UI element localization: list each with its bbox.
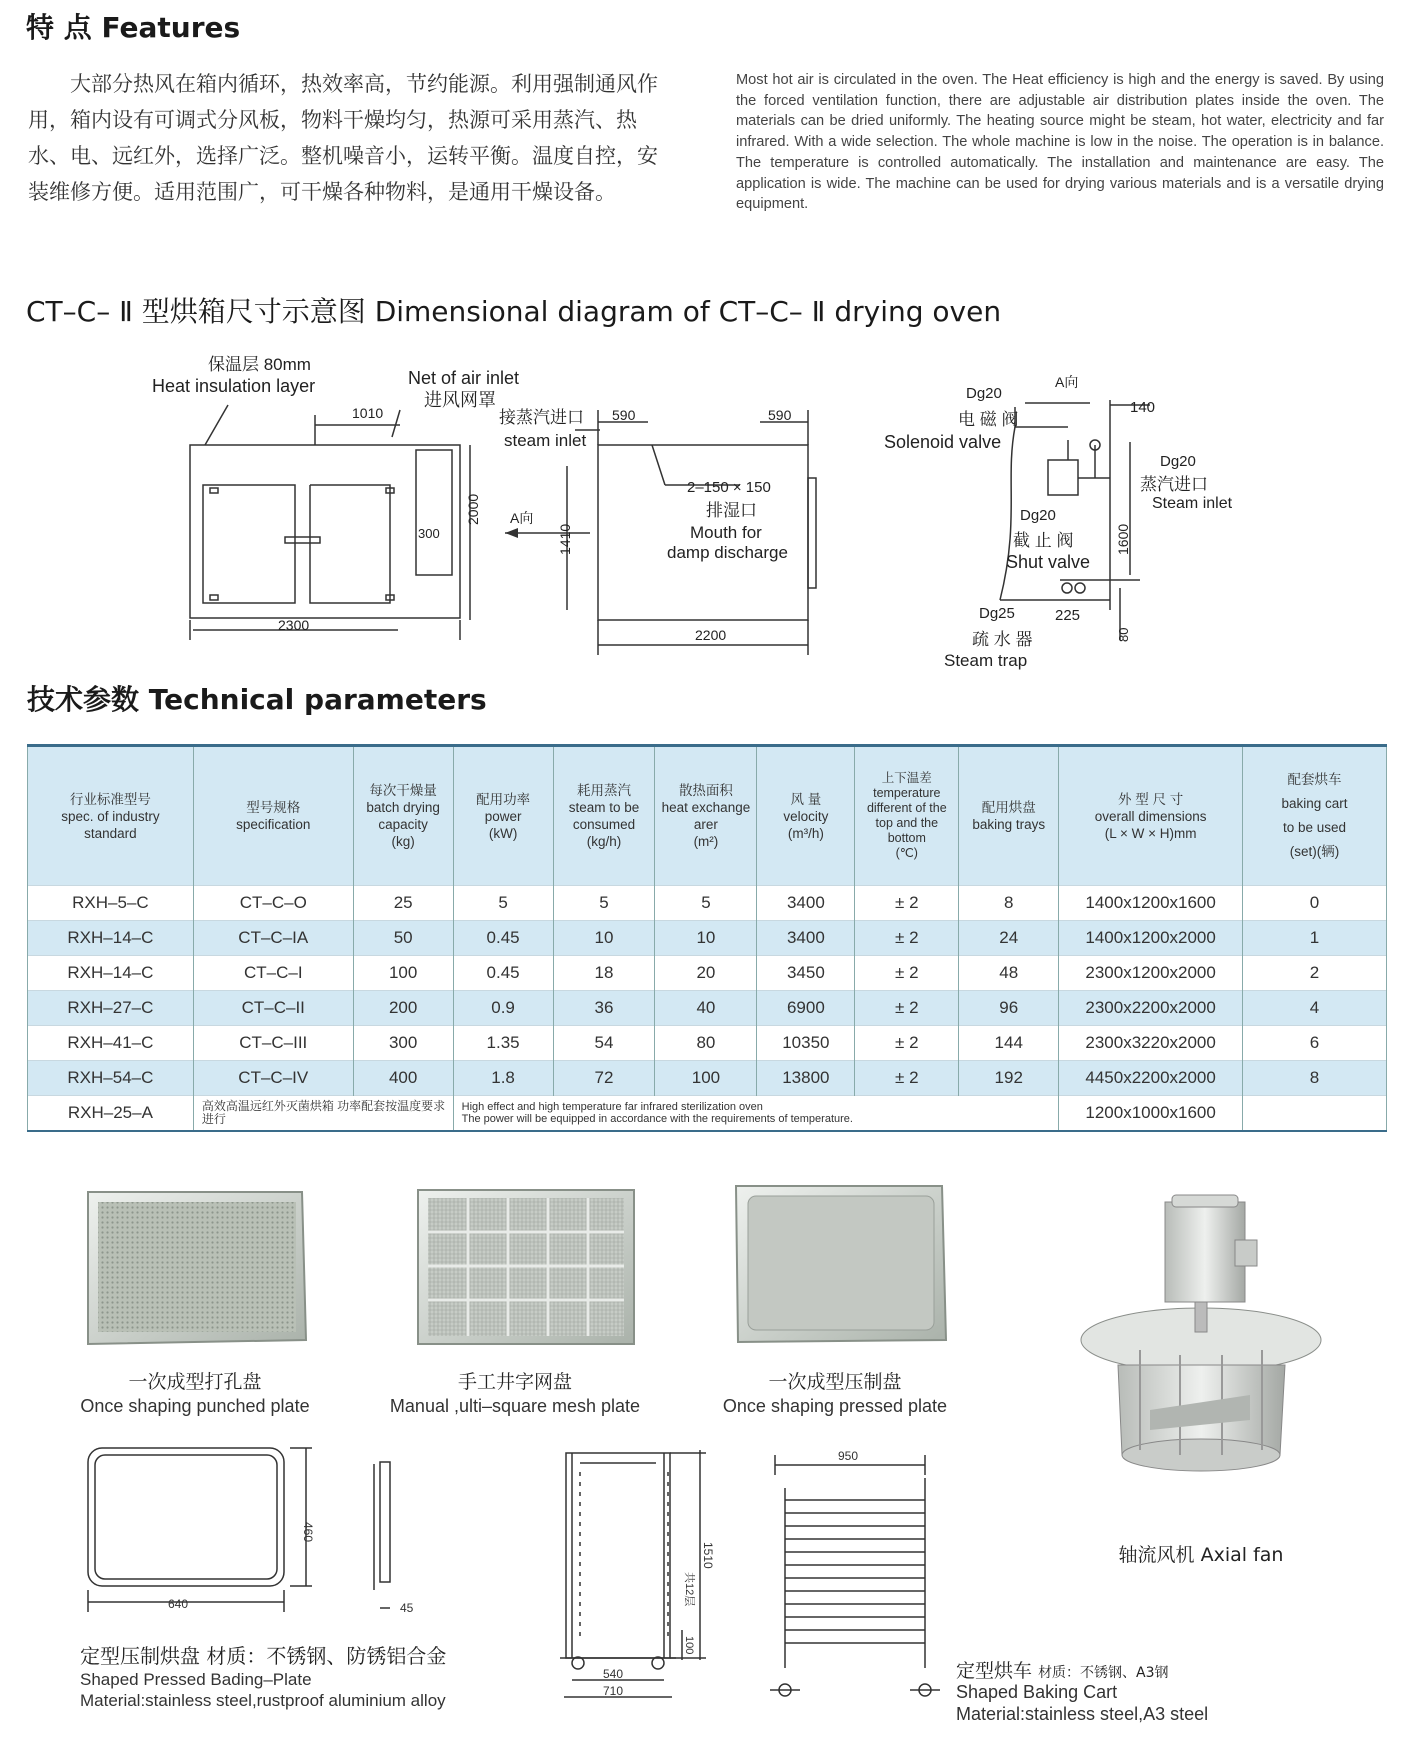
cart-caption-en-2: Material:stainless steel,A3 steel	[956, 1704, 1209, 1724]
label-damp-zh: 排湿口	[706, 501, 757, 520]
dim-590-b: 590	[768, 407, 792, 423]
header-steam: 耗用蒸汽 steam to be consumed (kg/h)	[553, 746, 655, 886]
dim-460: 460	[301, 1522, 315, 1543]
header-dimensions: 外 型 尺 寸 overall dimensions (L × W × H)mm	[1059, 746, 1243, 886]
cell: 2300x3220x2000	[1059, 1026, 1243, 1061]
cell: ± 2	[855, 921, 959, 956]
cell: 0	[1243, 886, 1387, 921]
cell: CT–C–O	[193, 886, 353, 921]
cell: 1400x1200x2000	[1059, 921, 1243, 956]
dim-1510: 1510	[701, 1542, 715, 1569]
table-row-last	[28, 1096, 1387, 1132]
cell: 18	[553, 956, 655, 991]
header-capacity: 每次干燥量 batch drying capacity (kg)	[353, 746, 453, 886]
table-row	[28, 886, 1387, 921]
cell: 1.8	[453, 1061, 553, 1096]
features-text-en: Most hot air is circulated in the oven. The Heat efficiency is high and the energy is saved. By using the forced ventilation function, there are adjustable air distribution plates inside the oven. The materials can be dried uniformly. The heating source might be steam, hot water, electricity and far infrared. With a wide selection. The whole machine is low in the noise. The operation is in balance. The temperature is controlled automatically. The installation and maintenance are easy. The application is wide. The machine can be used for drying various materials and is a versatile drying equipment.	[736, 72, 1384, 213]
cell: CT–C–I	[193, 956, 353, 991]
cell: CT–C–IV	[193, 1061, 353, 1096]
cell: RXH–25–A	[28, 1096, 194, 1132]
dim-590-a: 590	[612, 407, 636, 423]
cell: RXH–27–C	[28, 991, 194, 1026]
fan-caption: 轴流风机 Axial fan	[1118, 1544, 1284, 1566]
cell: 13800	[757, 1061, 855, 1096]
cell: ± 2	[855, 991, 959, 1026]
label-dg20-b: Dg20	[1160, 453, 1196, 470]
label-insulation-en: Heat insulation layer	[152, 376, 316, 396]
cell: 1.35	[453, 1026, 553, 1061]
label-damp-en-1: Mouth for	[690, 523, 762, 542]
dim-1410: 1410	[557, 523, 573, 555]
cell: 3400	[757, 921, 855, 956]
punched-caption-en: Once shaping punched plate	[80, 1396, 310, 1416]
cell: 5	[553, 886, 655, 921]
cell: 1	[1243, 921, 1387, 956]
pressed-caption-zh: 一次成型压制盘	[768, 1371, 902, 1393]
label-dg25: Dg25	[979, 605, 1015, 622]
cell: 6900	[757, 991, 855, 1026]
cell: 4	[1243, 991, 1387, 1026]
header-velocity: 风 量 velocity (m³/h)	[757, 746, 855, 886]
features-text-zh: 大部分热风在箱内循环，热效率高，节约能源。利用强制通风作用，箱内设有可调式分风板，物料干燥均匀，热源可采用蒸汽、热水、电、远红外，选择广泛。整机噪音小，运转平衡。温度自控，安装维修方便。适用范围广，可干燥各种物料，是通用干燥设备。	[28, 72, 658, 204]
plate-caption-en-1: Shaped Pressed Bading–Plate	[80, 1670, 312, 1689]
label-shut-en: Shut valve	[1006, 552, 1091, 572]
cell: 20	[655, 956, 757, 991]
cell: CT–C–III	[193, 1026, 353, 1061]
table-row	[28, 1061, 1387, 1096]
cell: 8	[1243, 1061, 1387, 1096]
label-dg20-a: Dg20	[966, 385, 1002, 402]
cart-caption-zh-material: 材质：不锈钢、A3钢	[1038, 1665, 1169, 1681]
cell: ± 2	[855, 886, 959, 921]
cell: 1200x1000x1600	[1059, 1096, 1243, 1132]
cell: 10350	[757, 1026, 855, 1061]
table-row	[28, 991, 1387, 1026]
cell: RXH–54–C	[28, 1061, 194, 1096]
dim-2200: 2200	[695, 627, 727, 643]
cell: 100	[353, 956, 453, 991]
cell: 144	[959, 1026, 1059, 1061]
cell: ± 2	[855, 1026, 959, 1061]
dim-300: 300	[418, 526, 440, 541]
cell: CT–C–II	[193, 991, 353, 1026]
table-row	[28, 1026, 1387, 1061]
cell: 6	[1243, 1026, 1387, 1061]
params-heading: 技术参数 Technical parameters	[27, 683, 487, 716]
pressed-caption-en: Once shaping pressed plate	[722, 1396, 948, 1416]
plate-caption-zh: 定型压制烘盘 材质：不锈钢、防锈铝合金	[80, 1644, 447, 1668]
cell: 72	[553, 1061, 655, 1096]
cell: CT–C–IA	[193, 921, 353, 956]
punched-caption-zh: 一次成型打孔盘	[128, 1371, 262, 1393]
header-baking-trays: 配用烘盘 baking trays	[959, 746, 1059, 886]
cart-side-drawing	[770, 1455, 940, 1696]
dimensional-diagram	[0, 345, 1418, 675]
header-baking-cart: 配套烘车 baking cart to be used (set)(辆)	[1243, 746, 1387, 886]
label-trap-zh: 疏 水 器	[972, 630, 1033, 649]
dim-80: 80	[1116, 627, 1131, 642]
cell: 25	[353, 886, 453, 921]
mesh-caption-zh: 手工井字网盘	[457, 1371, 572, 1393]
cell: 24	[959, 921, 1059, 956]
table-row	[28, 921, 1387, 956]
label-shut-zh: 截 止 阀	[1013, 531, 1074, 550]
mesh-plate-image	[418, 1190, 634, 1344]
dim-540: 540	[603, 1667, 624, 1681]
cell: 48	[959, 956, 1059, 991]
label-a-direction-2: A向	[1055, 374, 1079, 390]
label-solenoid-zh: 电 磁 阀	[958, 410, 1019, 429]
mesh-caption-en: Manual ,ulti–square mesh plate	[389, 1396, 641, 1416]
note-en-2: The power will be equipped in accordance with the requirements of temperature.	[461, 1113, 853, 1125]
punched-plate-image	[88, 1192, 306, 1344]
dim-2000: 2000	[465, 493, 481, 525]
dim-12-layers: 共12层	[683, 1572, 695, 1607]
cell: 80	[655, 1026, 757, 1061]
dim-1010: 1010	[352, 405, 384, 421]
cell: 50	[353, 921, 453, 956]
params-header-row	[28, 746, 1387, 886]
cell: 36	[553, 991, 655, 1026]
cell: ± 2	[855, 1061, 959, 1096]
cart-caption-zh-title: 定型烘车	[956, 1660, 1033, 1682]
label-steam-inlet-en: steam inlet	[504, 431, 587, 450]
label-trap-en: Steam trap	[944, 651, 1028, 670]
cell: 192	[959, 1061, 1059, 1096]
label-air-inlet-en: Net of air inlet	[408, 368, 520, 388]
label-steam-in-en: Steam inlet	[1152, 495, 1233, 512]
cell: 54	[553, 1026, 655, 1061]
header-temperature-diff: 上下温差 temperature different of the top and the bottom (℃)	[855, 746, 959, 886]
cell: RXH–41–C	[28, 1026, 194, 1061]
cell: RXH–14–C	[28, 921, 194, 956]
cell: 300	[353, 1026, 453, 1061]
label-a-direction-1: A向	[510, 510, 534, 526]
cell: 400	[353, 1061, 453, 1096]
note-en-cell	[453, 1096, 1059, 1132]
cell: 2	[1243, 956, 1387, 991]
label-solenoid-en: Solenoid valve	[884, 432, 1002, 452]
cell: 5	[655, 886, 757, 921]
cell: 2300x1200x2000	[1059, 956, 1243, 991]
dim-100: 100	[683, 1636, 695, 1655]
diagram-title: CT–C– Ⅱ 型烘箱尺寸示意图 Dimensional diagram of CT–C– Ⅱ drying oven	[26, 295, 1002, 328]
cell	[1243, 1096, 1387, 1132]
label-air-inlet-zh: 进风网罩	[424, 390, 496, 410]
dim-710: 710	[603, 1684, 624, 1698]
label-insulation-zh: 保温层 80mm	[208, 355, 311, 374]
table-row	[28, 956, 1387, 991]
cell: RXH–5–C	[28, 886, 194, 921]
cell: ± 2	[855, 956, 959, 991]
cell: 0.9	[453, 991, 553, 1026]
cell: 3450	[757, 956, 855, 991]
dim-45: 45	[400, 1601, 414, 1615]
cell: 0.45	[453, 956, 553, 991]
cell: 40	[655, 991, 757, 1026]
cell: 4450x2200x2000	[1059, 1061, 1243, 1096]
header-heat-exchange: 散热面积 heat exchange arer (m²)	[655, 746, 757, 886]
dim-1600: 1600	[1115, 523, 1131, 555]
header-specification: 型号规格 specification	[193, 746, 353, 886]
cell: 3400	[757, 886, 855, 921]
note-zh-cell	[193, 1096, 453, 1132]
cart-caption-en-1: Shaped Baking Cart	[956, 1682, 1118, 1702]
label-steam-in-zh: 蒸汽进口	[1140, 475, 1208, 494]
dim-225: 225	[1055, 607, 1081, 624]
label-damp-size: 2–150 × 150	[687, 479, 771, 496]
cell: 5	[453, 886, 553, 921]
cell: 200	[353, 991, 453, 1026]
plate-drawing	[88, 1448, 390, 1612]
label-dg20-c: Dg20	[1020, 507, 1056, 524]
cell: 10	[553, 921, 655, 956]
cell: 0.45	[453, 921, 553, 956]
label-damp-en-2: damp discharge	[667, 543, 788, 562]
plate-caption-en-2: Material:stainless steel,rustproof aluminium alloy	[80, 1691, 446, 1710]
cart-caption-zh	[956, 1656, 1169, 1683]
cell: 96	[959, 991, 1059, 1026]
header-power: 配用功率 power (kW)	[453, 746, 553, 886]
label-steam-inlet-zh: 接蒸汽进口	[499, 408, 584, 427]
cell: 100	[655, 1061, 757, 1096]
dim-640: 640	[168, 1597, 189, 1611]
note-zh: 高效高温远红外灭菌烘箱 功率配套按温度要求进行	[201, 1099, 446, 1126]
header-industry-spec: 行业标准型号 spec. of industry standard	[28, 746, 194, 886]
pressed-plate-image	[736, 1186, 946, 1342]
note-en-1: High effect and high temperature far infrared sterilization oven	[461, 1101, 763, 1113]
cell: 10	[655, 921, 757, 956]
axial-fan-image	[1081, 1195, 1321, 1471]
cell: 2300x2200x2000	[1059, 991, 1243, 1026]
cell: 1400x1200x1600	[1059, 886, 1243, 921]
cell: 8	[959, 886, 1059, 921]
dim-140: 140	[1130, 399, 1156, 416]
dim-950: 950	[838, 1449, 859, 1463]
params-table	[27, 744, 1387, 1132]
features-heading: 特 点 Features	[26, 11, 241, 44]
cell: RXH–14–C	[28, 956, 194, 991]
dim-2300: 2300	[278, 617, 310, 633]
